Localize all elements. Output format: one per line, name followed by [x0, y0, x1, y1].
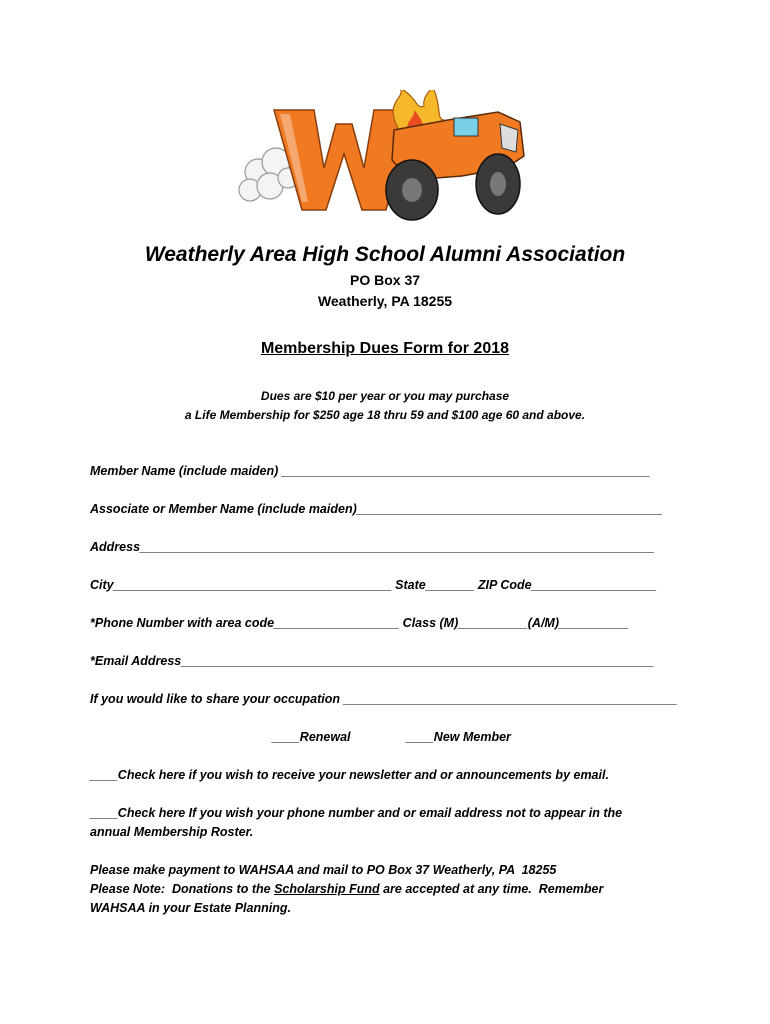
city-state-zip-field[interactable]: City________________________________________ State_______ ZIP Code__________________ [90, 578, 657, 592]
member-name-field[interactable]: Member Name (include maiden) _____________________________________________________ [90, 464, 651, 478]
address-line-2: Weatherly, PA 18255 [317, 293, 453, 309]
privacy-check[interactable]: ____Check here If you wish your phone number and or email address not to appear in the [90, 806, 623, 820]
form-title: Membership Dues Form for 2018 [260, 340, 510, 357]
donation-note-prefix: Please Note: Donations to the [90, 882, 275, 896]
school-logo-icon [236, 90, 530, 230]
donation-note-suffix: are accepted at any time. Remember [379, 882, 604, 896]
scholarship-fund-text: Scholarship Fund [274, 882, 380, 896]
estate-planning-note: WAHSAA in your Estate Planning. [90, 901, 291, 915]
dues-line-1: Dues are $10 per year or you may purchase [260, 389, 510, 403]
associate-name-field[interactable]: Associate or Member Name (include maiden)____________________________________________ [90, 502, 663, 516]
privacy-check-continued: annual Membership Roster. [90, 825, 254, 839]
renewal-option[interactable]: ____Renewal [272, 730, 351, 744]
newsletter-check[interactable]: ____Check here if you wish to receive your newsletter and or announcements by email. [90, 768, 609, 782]
payment-instructions: Please make payment to WAHSAA and mail to PO Box 37 Weatherly, PA 18255 [90, 863, 557, 877]
new-member-option[interactable]: ____New Member [406, 730, 511, 744]
association-title: Weatherly Area High School Alumni Association [144, 243, 626, 266]
occupation-field[interactable]: If you would like to share your occupation ________________________________________________ [90, 692, 678, 706]
dues-line-2: a Life Membership for $250 age 18 thru 59 and $100 age 60 and above. [184, 408, 586, 422]
address-field[interactable]: Address__________________________________________________________________________ [90, 540, 655, 554]
phone-class-field[interactable]: *Phone Number with area code__________________ Class (M)__________(A/M)__________ [90, 616, 629, 630]
address-line-1: PO Box 37 [349, 272, 421, 288]
email-field[interactable]: *Email Address____________________________________________________________________ [90, 654, 654, 668]
donation-note [90, 882, 603, 896]
